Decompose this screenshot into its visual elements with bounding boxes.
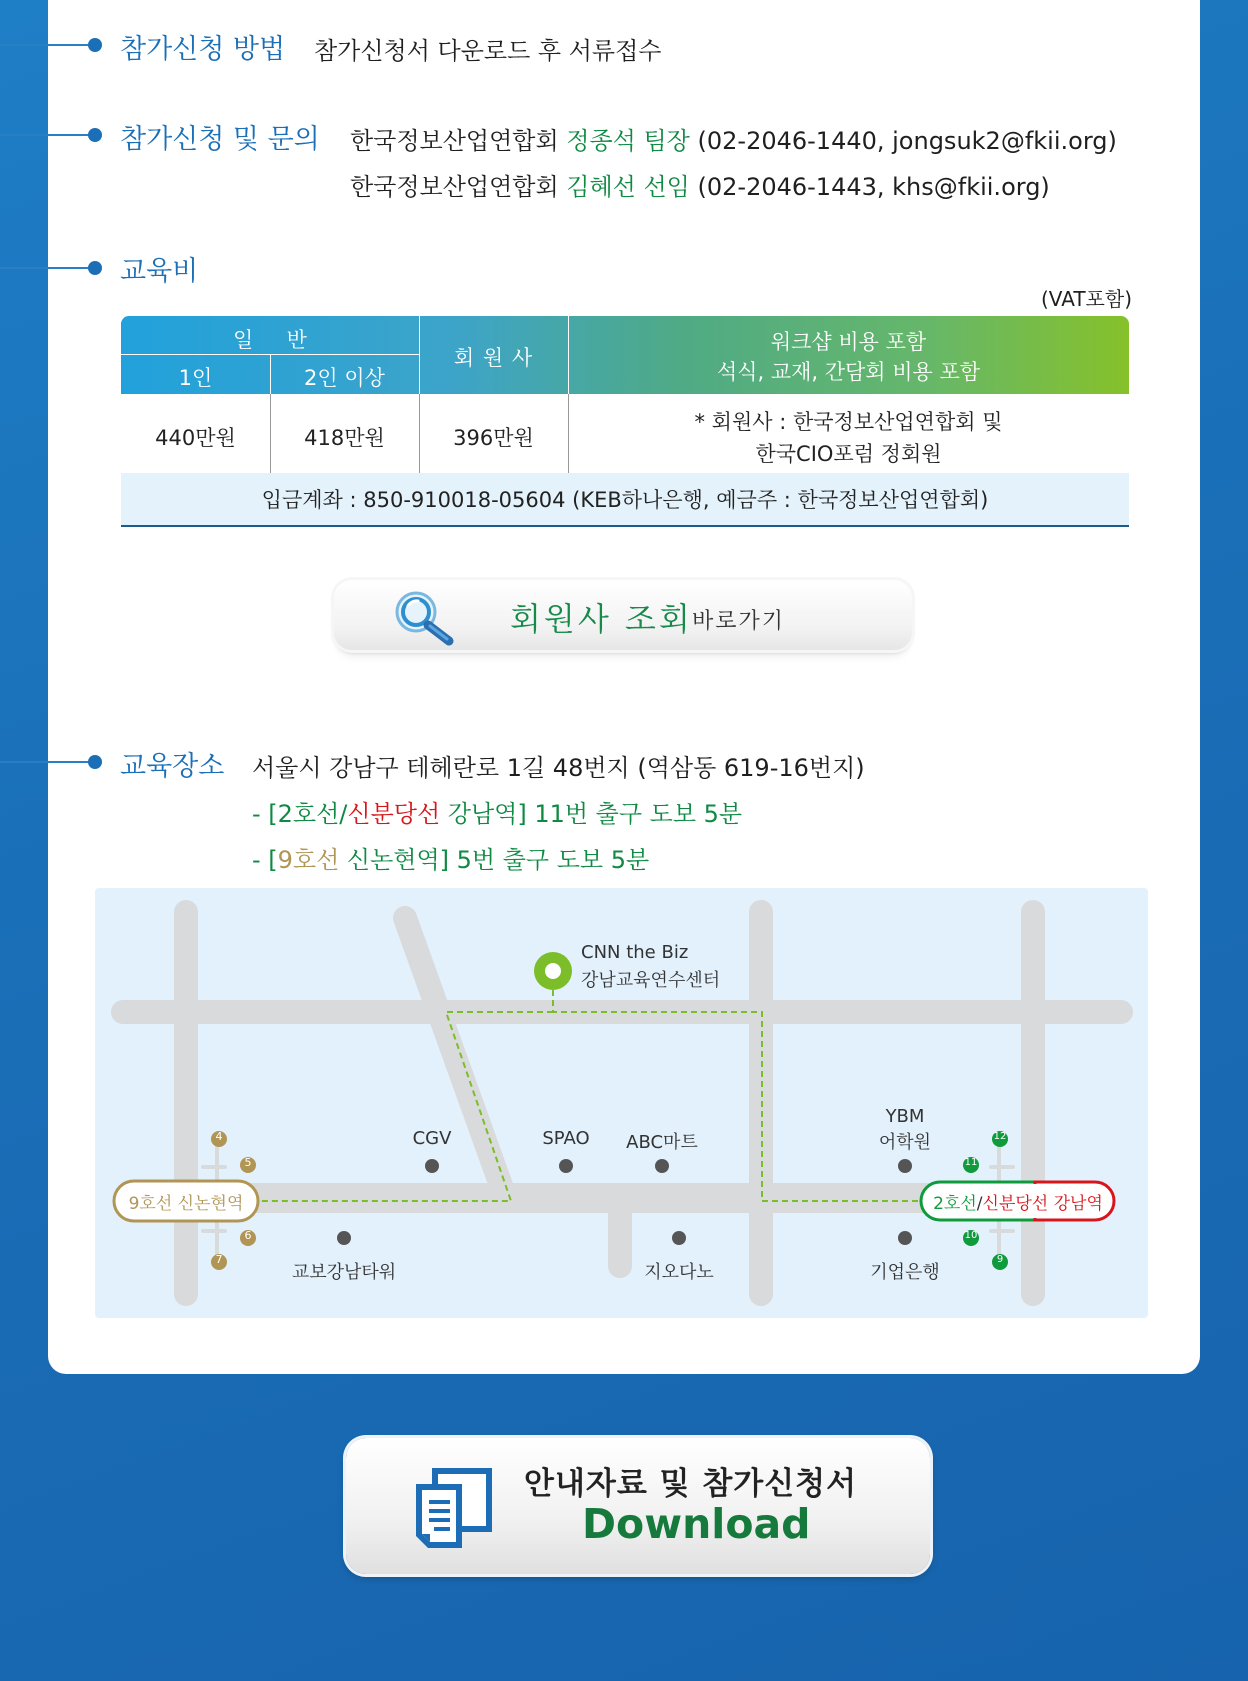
landmark-ybm-1: YBM [885, 1106, 925, 1127]
lookup-main-label: 회원사 조회 [510, 600, 693, 638]
line9-label: 9호선 [277, 846, 340, 874]
contact-org: 한국정보산업연합회 [350, 127, 559, 155]
location-map [95, 888, 1148, 1318]
route-gangnam [252, 794, 742, 829]
vat-note: (VAT포함) [1041, 287, 1132, 311]
header-general: 일 반 [233, 328, 307, 352]
header-member: 회 원 사 [453, 346, 534, 370]
download-button[interactable] [346, 1438, 930, 1574]
station-sinnonhyeon: 9호선 신논현역 [128, 1194, 244, 1214]
fee-two-plus: 418만원 [304, 426, 385, 450]
member-note-2: 한국CIO포럼 정회원 [755, 442, 942, 466]
route-rest: 강남역] 11번 출구 도보 5분 [440, 800, 743, 828]
exit-6: 6 [244, 1229, 252, 1242]
download-label: Download [582, 1500, 811, 1548]
shinbundang-label: 신분당선 [347, 800, 441, 828]
header-two-plus: 2인 이상 [304, 366, 385, 390]
document-icon [410, 1466, 496, 1554]
fee-one: 440만원 [155, 426, 236, 450]
contact-detail[interactable]: (02-2046-1440, jongsuk2@fkii.org) [697, 127, 1117, 155]
landmark-abc: ABC마트 [626, 1132, 698, 1153]
fee-member: 396만원 [453, 426, 534, 450]
route-slash: / [339, 800, 348, 828]
inquiry-title: 참가신청 및 문의 [120, 124, 320, 155]
station-line2: 2호선 [933, 1194, 977, 1214]
station-slash: / [976, 1194, 983, 1214]
landmark-cgv: CGV [412, 1128, 452, 1149]
exit-7: 7 [215, 1253, 223, 1266]
landmark-spao: SPAO [542, 1128, 590, 1149]
section-leader-line [0, 267, 90, 269]
header-workshop-1: 워크샵 비용 포함 [770, 330, 927, 354]
fee-table-header [121, 316, 1129, 394]
landmark-jiodano: 지오다노 [644, 1262, 714, 1283]
venue-label-1: CNN the Biz [581, 942, 689, 963]
station-gangnam [921, 1189, 1115, 1214]
section-bullet [88, 128, 102, 142]
landmark-kyobo: 교보강남타워 [291, 1262, 397, 1283]
section-bullet [88, 261, 102, 275]
download-title: 안내자료 및 참가신청서 [524, 1466, 858, 1502]
exit-11: 11 [964, 1157, 978, 1168]
exit-10: 10 [964, 1230, 978, 1241]
lookup-sub-label: 바로가기 [692, 609, 786, 634]
exit-4: 4 [215, 1130, 223, 1143]
location-title: 교육장소 [120, 751, 225, 782]
application-title: 참가신청 방법 [120, 34, 286, 65]
application-text: 참가신청서 다운로드 후 서류접수 [314, 37, 662, 65]
landmark-ibk: 기업은행 [870, 1262, 940, 1283]
fee-title: 교육비 [120, 256, 199, 287]
contact-person: 김혜선 선임 [566, 173, 690, 201]
section-leader-line [0, 761, 90, 763]
section-bullet [88, 755, 102, 769]
member-note-1: * 회원사 : 한국정보산업연합회 및 [694, 410, 1003, 434]
header-one: 1인 [178, 366, 213, 390]
route-prefix: - [ [252, 846, 278, 874]
section-leader-line [0, 44, 90, 46]
route-rest: 신논현역] 5번 출구 도보 5분 [339, 846, 650, 874]
route-sinnonhyeon [252, 840, 649, 875]
venue-label-2: 강남교육연수센터 [581, 970, 721, 991]
magnifier-icon [392, 588, 462, 650]
contact-row [350, 167, 1050, 202]
contact-row [350, 121, 1117, 156]
location-address: 서울시 강남구 테헤란로 1길 48번지 (역삼동 619-16번지) [252, 754, 865, 782]
station-name: 강남역 [1048, 1194, 1103, 1214]
section-leader-line [0, 134, 90, 136]
bank-account: 입금계좌 : 850-910018-05604 (KEB하나은행, 예금주 : 한국정보산업연합회) [121, 473, 1129, 527]
station-shinbundang: 신분당선 [982, 1194, 1049, 1214]
exit-9: 9 [996, 1254, 1004, 1265]
route-prefix: - [ [252, 800, 278, 828]
member-lookup-button[interactable] [334, 580, 912, 650]
line2-label: 2호선 [277, 800, 340, 828]
landmark-ybm-2: 어학원 [878, 1132, 932, 1153]
contact-person: 정종석 팀장 [566, 127, 690, 155]
contact-detail[interactable]: (02-2046-1443, khs@fkii.org) [697, 173, 1050, 201]
exit-12: 12 [993, 1131, 1007, 1142]
contact-org: 한국정보산업연합회 [350, 173, 559, 201]
exit-5: 5 [244, 1156, 252, 1169]
header-workshop-2: 석식, 교재, 간담회 비용 포함 [716, 360, 981, 384]
section-bullet [88, 38, 102, 52]
